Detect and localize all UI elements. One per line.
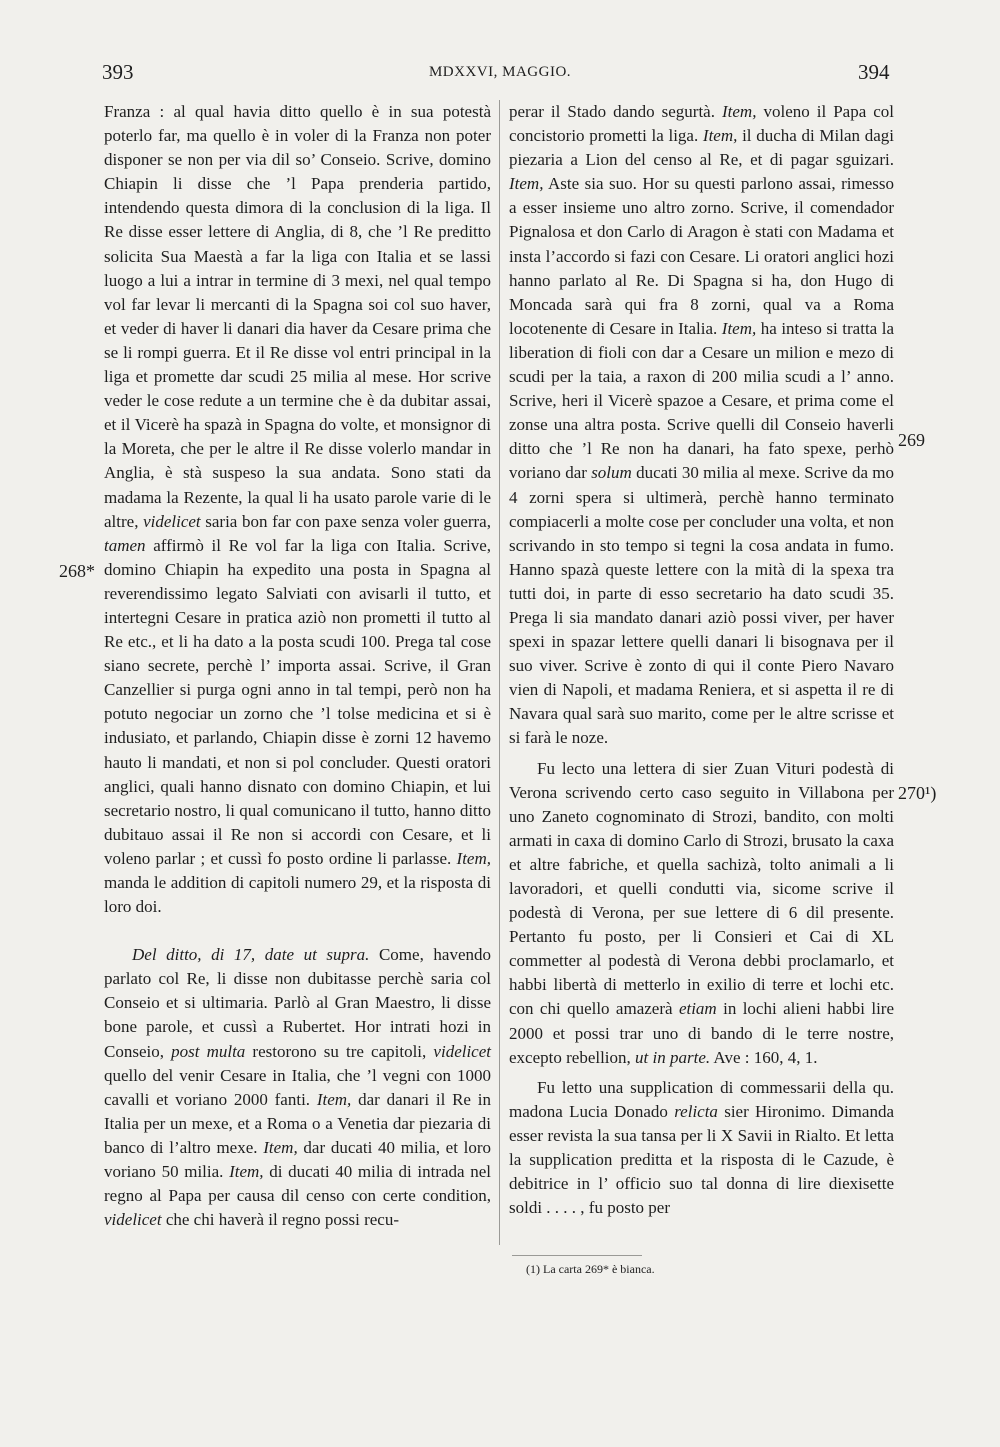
text-run: che chi haverà il regno possi recu- bbox=[161, 1210, 400, 1230]
left-paragraph-1 bbox=[104, 100, 491, 919]
italic-run: videlicet bbox=[143, 511, 201, 531]
text-run: il ducha di Milan dagi piezaria a Lion del censo al Re, et di pagar sguizari. bbox=[509, 126, 894, 170]
text-run: restorono su tre capitoli, bbox=[245, 1041, 434, 1061]
italic-run: Item, bbox=[263, 1137, 298, 1157]
italic-run: Item, bbox=[456, 848, 491, 868]
left-column bbox=[104, 100, 491, 1232]
page-header bbox=[0, 60, 1000, 90]
text-run: dar ducati 40 milia, et loro voriano 50 milia. bbox=[104, 1137, 491, 1182]
text-run: manda le addition di capitoli numero 29, et la risposta di loro doi. bbox=[104, 873, 491, 917]
margin-note-268: 268* bbox=[59, 561, 95, 581]
italic-run: Item, bbox=[702, 126, 738, 146]
text-run: affirmò il Re vol far la liga con Italia. Scrive, domino Chiapin ha expedito una posta in Spagna al reverendissimo legato Salviati con avisarli il tutto, et intertegni Cesare in pratica aziò non prometti il tutto al Re etc., et li ha dato a la posta scudi 100. Prega tal cose siano secrete, perchè l’ importa assai. Scrive, il Gran Canzellier si purga ogni anno in tal tempi, però non ha potuto negociar un zorno che ’l tolse medicina et si è indusiato, et parlando, Chiapin disse è zorni 12 havemo hauto li mandati, et non si pol concluder. Questi oratori anglici, quali hanno disnato con domino Chiapin, et lui secretario nostro, li qual comunicano il tutto, hanno ditto dubitauo assai il Re non si accordi con Cesare, et li voleno parlar ; et cussì fo posto ordine li parlasse. bbox=[104, 535, 491, 868]
italic-run: Item, bbox=[509, 174, 544, 194]
text-run: perar il Stado dando segurtà. bbox=[509, 102, 722, 121]
page-number-left: 393 bbox=[102, 60, 134, 84]
italic-run: relicta bbox=[674, 1101, 718, 1121]
text-run: saria bon far con paxe senza voler guerra, bbox=[200, 511, 491, 531]
italic-run: ut in parte. bbox=[635, 1047, 711, 1067]
italic-run: Item, bbox=[229, 1162, 264, 1182]
italic-run: tamen bbox=[104, 535, 146, 555]
text-run: dar danari il Re in Italia per un mexe, et a Roma o a Venetia dar piezaria di banco di l’altro mexe. bbox=[104, 1089, 491, 1157]
column-divider bbox=[499, 100, 500, 1245]
margin-note-269: 269 bbox=[898, 430, 925, 450]
footnote-rule bbox=[512, 1255, 642, 1256]
text-run: Franza : al qual havia ditto quello è in sua potestà poterlo far, ma quello è in voler di la Franza non poter disponer se non per via dil so’ Conseio. Scrive, domino Chiapin li disse che ’l Papa prenderia partido, intendendo questa dimora di la conclusion di la liga. Il Re disse esser lettere di Anglia, di 8, che ’l Re preditto solicita Sua Maestà a far la liga con Italia et se lassi luogo a lui a intrar in termine di 3 mexi, nel qual tempo vol far levar li mercanti di la Spagna soi col suo haver, et veder di haver li danari dia haver da Cesare prima che se li rompi guerra. Et il Re disse vol entri principal in la liga et promette dar scudi 25 milia al mese. Hor scrive veder le cose redute a un termine che è da dubitar assai, et il Vicerè ha spazà in Spagna do volte, et monsignor di la Moreta, che per le altre il Re disse volerlo mandar in Anglia, è stà suspeso la sua andata. Sono stati da madama la Rezente, la qual li ha usato parole varie di le altre, bbox=[104, 102, 491, 531]
text-run: Fu lecto una lettera di sier Zuan Vituri podestà di Verona scrivendo certo caso seguito in Villabona per uno Zaneto cognominato di Strozi, bandito, con molti armati in caxa di domino Carlo di Strozi, brusato la caxa et altre fabriche, et quella sachizà, tolto animali a li lavoradori, et quelli condutti via, sicome scrive il podestà di Verona, per sue lettere di 6 dil presente. Pertanto fu posto, per li Consieri et Cai di XL commetter al podestà di Verona debbi proclamarlo, et habbi libertà di metterlo in exilio di terre et lochi etc. con chi quello amazerà bbox=[509, 758, 894, 1019]
text-run: ha inteso si tratta la liberation di fioli con dar a Cesare un milion e mezo di scudi per la taia, a raxon di 200 milia scudi a l’ anno. Scrive, heri il Vicerè spazoe a Cesare, et prima come el zonse una altra posta. Scrive quelli dil Conseio haverli ditto che ’l Re non ha danari, ha fato spexe, perhò voriano dar bbox=[509, 318, 894, 483]
page-number-right: 394 bbox=[858, 60, 890, 84]
italic-run: Item, bbox=[316, 1089, 352, 1109]
text-run: voleno il Papa col concistorio prometti la liga. bbox=[509, 102, 895, 146]
italic-run: videlicet bbox=[433, 1041, 491, 1061]
italic-run: post multa bbox=[171, 1041, 246, 1061]
right-paragraph-2 bbox=[509, 757, 894, 1070]
text-run: di ducati 40 milia di intrada nel regno al Papa per causa dil censo con certe condition, bbox=[104, 1162, 491, 1206]
italic-run: solum bbox=[591, 463, 632, 483]
italic-run: etiam bbox=[678, 999, 717, 1019]
italic-run: Item, bbox=[721, 318, 757, 338]
text-run: Aste sia suo. Hor su questi parlono assai, rimesso a esser insieme uno altro zorno. Scrive, il comendador Pignalosa et don Carlo di Aragon è stati con Madama et insta l’accordo si fazi con Cesare. Li oratori anglici hozi hanno parlato al Re. Di Spagna si ha, don Hugo di Moncada sarà qui fra 8 zorni, qual va a Roma locotenente di Cesare in Italia. bbox=[509, 174, 894, 338]
text-run: ducati 30 milia al mexe. Scrive da mo 4 zorni spera si ultimerà, perchè hanno terminato compiacerli a molte cose per concluder una volta, et non scrivando in sto tempo si tegni la cosa andata in fumo. Hanno spazà queste lettere con la mità di la spexa tra tutti doi, in parte di esso secretario ha dato scudi 35. Prega li sia mandato danari aziò possi viver, per haver spexi in spazar lettere quelli danari li bisognava per il suo viver. Scrive è zonto di qui il conte Piero Navaro vien di Napoli, et madama Reniera, et si aspetta il re di Navara qual sarà suo marito, come per le altre scrisse et si farà le noze. bbox=[509, 463, 894, 748]
footnote: (1) La carta 269* è bianca. bbox=[526, 1262, 655, 1276]
italic-run: videlicet bbox=[104, 1210, 162, 1230]
text-run: sier Hironimo. Dimanda esser revista la sua tansa per li X Savii in Rialto. Et letta la supplication preditta et la risposta di le Cazude, è debitrice in l’ officio suo tal donna di lire diexisette soldi . . . . , fu posto per bbox=[509, 1101, 894, 1218]
text-run: Come, havendo parlato col Re, li disse non dubitasse perchè saria col Conseio et si ultimaria. Parlò al Gran Maestro, li disse bone parole, et cussì a Rubertet. Hor intrati hozi in Conseio, bbox=[104, 945, 491, 1061]
right-paragraph-3 bbox=[509, 1076, 894, 1221]
right-paragraph-1 bbox=[509, 100, 894, 751]
text-run: Ave : 160, 4, 1. bbox=[710, 1047, 818, 1067]
left-paragraph-2 bbox=[104, 943, 491, 1232]
text-run: quello del venir Cesare in Italia, che ’l vegni con 1000 cavalli et voriano 2000 fanti. bbox=[104, 1065, 491, 1109]
italic-run: Item, bbox=[722, 102, 757, 121]
margin-note-270: 270¹) bbox=[898, 783, 937, 803]
text-run: Fu letto una supplication di commessarii della qu. madona Lucia Donado bbox=[509, 1077, 894, 1121]
right-column bbox=[509, 100, 894, 1220]
text-run: in lochi alieni habbi lire 2000 et possi trar uno di bando di le terre nostre, excepto rebellion, bbox=[509, 999, 894, 1067]
italic-run: Del ditto, di 17, date ut supra. bbox=[132, 945, 370, 965]
running-head: MDXXVI, MAGGIO. bbox=[428, 64, 572, 80]
